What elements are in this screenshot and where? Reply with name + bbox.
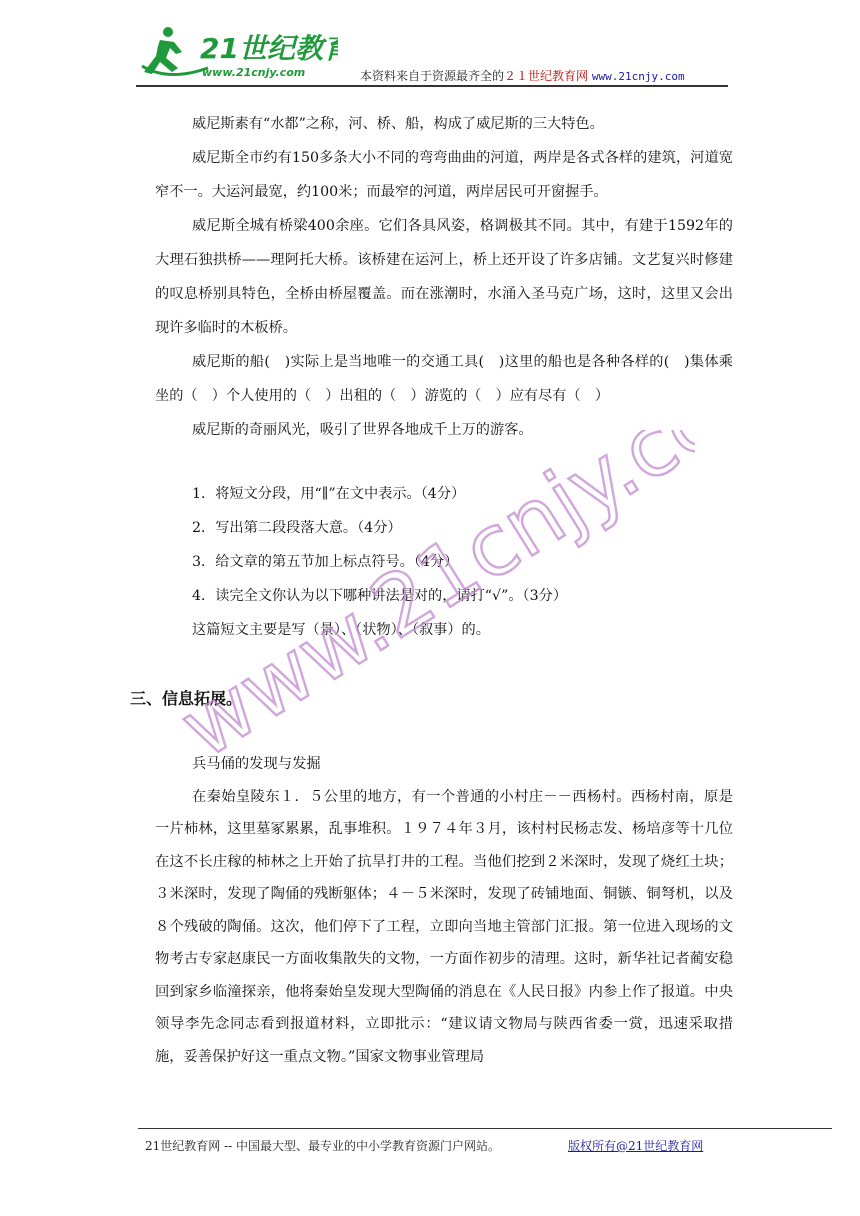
section-title: 三、信息拓展。 xyxy=(130,689,243,708)
footer-divider xyxy=(138,1128,832,1129)
paragraph: 威尼斯全城有桥梁400余座。它们各具风姿，格调极其不同。其中，有建于1592年的大理石独拱桥——理阿托大桥。该桥建在运河上，桥上还开设了许多店铺。文艺复兴时修建的叹息桥别具特色，全桥由桥屋覆盖。而在涨潮时，水涌入圣马克广场，这时，这里又会出现许多临时的木板桥。 xyxy=(155,218,733,336)
logo-text: 21世纪教育 xyxy=(200,32,338,65)
tagline-url[interactable]: www.21cnjy.com xyxy=(591,70,685,83)
paragraph: 威尼斯素有“水都”之称，河、桥、船，构成了威尼斯的三大特色。 xyxy=(192,116,604,132)
question-item: 2．写出第二段段落大意。（4分） xyxy=(192,520,402,536)
paragraph: 在秦始皇陵东１．５公里的地方，有一个普通的小村庄－－西杨村。西杨村南，原是一片柿林，这里墓冢累累，乱事堆积。１９７４年３月，该村村民杨志发、杨培彦等十几位在这不长庄稼的柿林之上开始了抗旱打井的工程。当他们挖到２米深时，发现了烧红土块；３米深时，发现了陶俑的残断躯体；４－５米深时，发现了砖铺地面、铜镞、铜弩机，以及８个残破的陶俑。这次，他们停下了工程，立即向当地主管部门汇报。第一位进入现场的文物考古专家赵康民一方面收集散失的文物，一方面作初步的清理。这时，新华社记者蔺安稳回到家乡临潼探亲，他将秦始皇发现大型陶俑的消息在《人民日报》内参上作了报道。中央领导李先念同志看到报道材料，立即批示：“建议请文物局与陕西省委一赏，迅速采取措施，妥善保护好这一重点文物。”国家文物事业管理局 xyxy=(155,788,733,1065)
footer xyxy=(145,1137,704,1154)
footer-left-text: 21世纪教育网 -- 中国最大型、最专业的中小学教育资源门户网站。 xyxy=(145,1139,501,1153)
passage-subtitle: 兵马俑的发现与发掘 xyxy=(192,756,321,772)
logo-url-text: www.21cnjy.com xyxy=(202,66,306,79)
passage-venice xyxy=(155,107,733,447)
paragraph: 威尼斯的奇丽风光，吸引了世界各地成千上万的游客。 xyxy=(192,422,533,438)
logo-graphic xyxy=(138,22,338,86)
paragraph: 威尼斯全市约有150多条大小不同的弯弯曲曲的河道，两岸是各式各样的建筑，河道宽窄不一。大运河最宽，约100米；而最窄的河道，两岸居民可开窗握手。 xyxy=(155,150,733,200)
question-list xyxy=(155,477,733,647)
copyright-link[interactable]: 版权所有@21世纪教育网 xyxy=(568,1139,704,1153)
question-item: 3．给文章的第五节加上标点符号。（4分） xyxy=(192,554,459,570)
header-tagline xyxy=(360,67,685,84)
header-divider xyxy=(136,85,728,87)
question-item: 1．将短文分段，用“∥”在文中表示。（4分） xyxy=(192,486,466,502)
tagline-prefix: 本资料来自于资源最齐全的 xyxy=(360,69,505,83)
paragraph: 威尼斯的船( )实际上是当地唯一的交通工具( )这里的船也是各种各样的( )集体乘坐的（ ）个人使用的（ ）出租的（ ）游览的（ ）应有尽有（ ） xyxy=(155,354,733,404)
watermark-text: www.21cnjy.com xyxy=(175,430,695,760)
passage-terracotta xyxy=(155,748,733,1073)
question-item: 4．读完全文你认为以下哪种讲法是对的，请打“√”。（3分） xyxy=(192,588,568,604)
site-logo xyxy=(138,22,338,86)
tagline-highlight[interactable]: ２１世纪教育网 xyxy=(504,69,589,83)
question-item: 这篇短文主要是写（景）、（状物）、（叙事）的。 xyxy=(192,622,490,638)
